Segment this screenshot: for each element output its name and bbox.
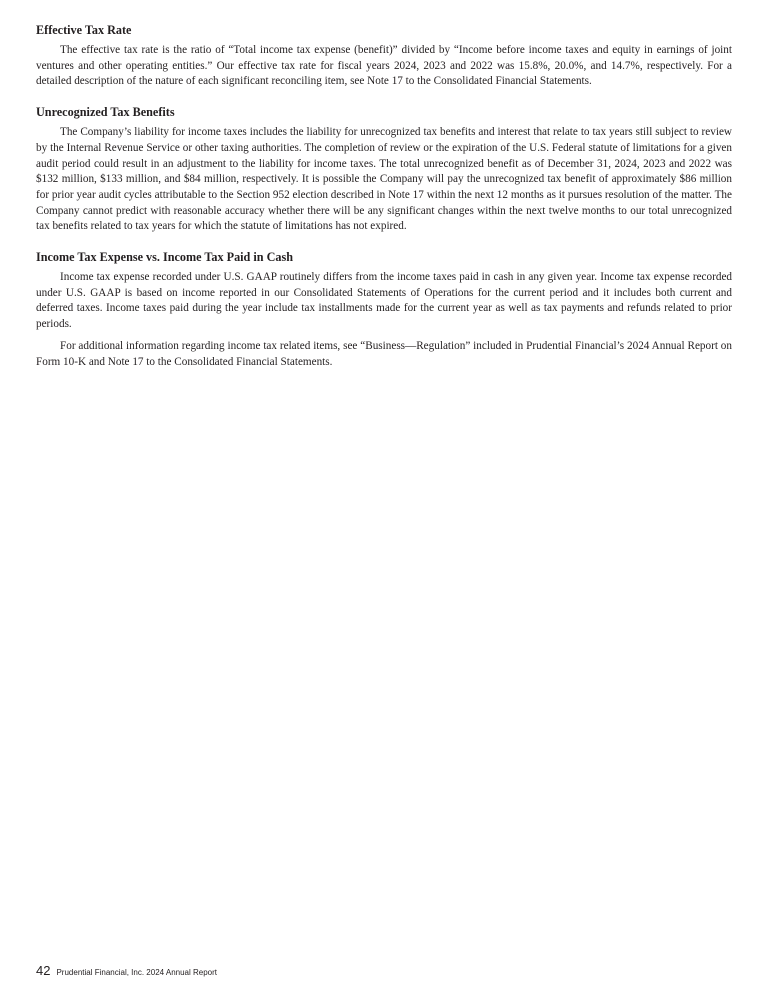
section-unrecognized-tax-benefits — [36, 104, 732, 235]
footer-text: Prudential Financial, Inc. 2024 Annual Report — [56, 968, 218, 977]
page-number: 42 — [36, 963, 51, 978]
document-body — [36, 22, 732, 384]
paragraph: The effective tax rate is the ratio of “Total income tax expense (benefit)” divided by “Income before income taxes and equity in earnings of joint ventures and other operating entities.” Our effective tax rate for fiscal years 2024, 2023 and 2022 was 15.8%, 20.0%, and 14.7%, respectively. For a detailed description of the nature of each significant reconciling item, see Note 17 to the Consolidated Financial Statements. — [36, 44, 732, 88]
page-footer — [36, 963, 217, 978]
section-effective-tax-rate — [36, 22, 732, 90]
section-heading: Effective Tax Rate — [36, 23, 132, 37]
section-heading: Income Tax Expense vs. Income Tax Paid in Cash — [36, 250, 294, 265]
section-heading: Unrecognized Tax Benefits — [36, 105, 175, 120]
section-income-tax-expense-vs-paid — [36, 249, 732, 370]
paragraph: For additional information regarding income tax related items, see “Business—Regulation” included in Prudential Financial’s 2024 Annual Report on Form 10-K and Note 17 to the Consolidated Financial Statements. — [36, 339, 732, 368]
paragraph: The Company’s liability for income taxes includes the liability for unrecognized tax benefits and interest that relate to tax years still subject to review by the Internal Revenue Service or other taxing authorities. The completion of review or the expiration of the U.S. Federal statute of limitations for a given audit period could result in an adjustment to the liability for income taxes. The total unrecognized benefit as of December 31, 2024, 2023 and 2022 was $132 million, $133 million, and $84 million, respectively. It is possible the Company will pay the unrecognized tax benefit of approximately $86 million for prior year audit cycles attributable to the Section 952 election described in Note 17 within the next 12 months as it pursues resolution of the matter. The Company cannot predict with reasonable accuracy whether there will be any significant changes within the next twelve months to our total unrecognized tax benefits related to tax years for which the statute of limitations has not expired. — [36, 126, 732, 233]
paragraph: Income tax expense recorded under U.S. GAAP routinely differs from the income taxes paid in cash in any given year. Income tax expense recorded under U.S. GAAP is based on income reported in our Consolidated Statements of Operations for the current period and it includes both current and deferred taxes. Income taxes paid during the year include tax installments made for the current year as well as tax payments and refunds related to prior periods. — [36, 271, 732, 331]
